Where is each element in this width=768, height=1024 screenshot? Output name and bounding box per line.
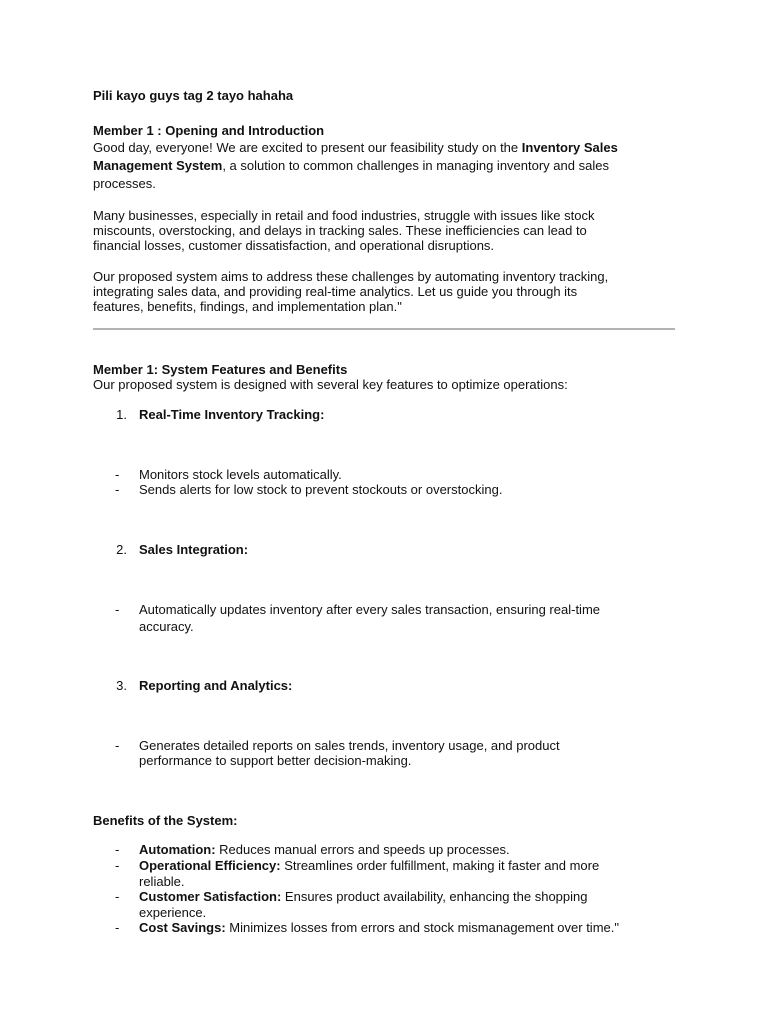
benefit-label: Operational Efficiency:	[139, 858, 281, 873]
benefit-text	[139, 920, 619, 936]
benefits-heading: Benefits of the System:	[93, 813, 238, 828]
section1-heading: Member 1 : Opening and Introduction	[93, 123, 325, 138]
p1-text-d: , a solution to common challenges in managing inventory and sales	[222, 158, 609, 173]
feature-title: Real-Time Inventory Tracking:	[139, 407, 325, 422]
p1-bold-b: Inventory Sales	[521, 140, 618, 155]
benefit-desc: Streamlines order fulfillment, making it faster and more	[280, 858, 600, 873]
section1-p1-line3: processes.	[93, 176, 156, 191]
bullet-dash: -	[115, 467, 120, 482]
feature-title: Reporting and Analytics:	[139, 678, 293, 693]
p1-bold-c: Management System	[93, 158, 223, 173]
benefit-text	[139, 858, 599, 874]
section1-p3-line3: features, benefits, findings, and implementation plan."	[93, 299, 402, 314]
benefit-desc: Ensures product availability, enhancing the shopping	[281, 889, 588, 904]
intro-note: Pili kayo guys tag 2 tayo hahaha	[93, 88, 294, 103]
bullet-dash: -	[115, 602, 120, 617]
bullet-dash: -	[115, 738, 120, 753]
bullet-dash: -	[115, 842, 120, 857]
p1-text-a: Good day, everyone! We are excited to present our feasibility study on the	[93, 140, 522, 155]
feature-title: Sales Integration:	[139, 542, 249, 557]
section2-heading: Member 1: System Features and Benefits	[93, 362, 348, 377]
bullet-text: Generates detailed reports on sales trends, inventory usage, and product	[139, 738, 560, 753]
benefit-label: Automation:	[139, 842, 216, 857]
section1-p1-line1	[93, 140, 618, 156]
benefit-desc-cont: reliable.	[139, 874, 185, 889]
feature-number: 1.	[116, 407, 127, 422]
benefit-text	[139, 842, 510, 858]
benefit-label: Cost Savings:	[139, 920, 226, 935]
horizontal-divider	[93, 328, 675, 330]
benefit-text	[139, 889, 588, 905]
benefit-desc: Minimizes losses from errors and stock mismanagement over time."	[225, 920, 619, 935]
bullet-text: Monitors stock levels automatically.	[139, 467, 342, 482]
bullet-dash: -	[115, 482, 120, 497]
section1-p1-line2	[93, 158, 609, 174]
section1-p3-line2: integrating sales data, and providing real-time analytics. Let us guide you through its	[93, 284, 578, 299]
benefit-desc-cont: experience.	[139, 905, 207, 920]
section1-p2-line2: miscounts, overstocking, and delays in tracking sales. These inefficiencies can lead to	[93, 223, 587, 238]
section1-p3-line1: Our proposed system aims to address these challenges by automating inventory tracking,	[93, 269, 609, 284]
bullet-text: Automatically updates inventory after every sales transaction, ensuring real-time	[139, 602, 600, 617]
section1-p2-line1: Many businesses, especially in retail and food industries, struggle with issues like stock	[93, 208, 595, 223]
bullet-text-cont: performance to support better decision-making.	[139, 753, 412, 768]
section1-p2-line3: financial losses, customer dissatisfaction, and operational disruptions.	[93, 238, 495, 253]
benefit-label: Customer Satisfaction:	[139, 889, 282, 904]
bullet-dash: -	[115, 889, 120, 904]
bullet-dash: -	[115, 858, 120, 873]
benefit-desc: Reduces manual errors and speeds up processes.	[215, 842, 510, 857]
feature-number: 2.	[116, 542, 127, 557]
bullet-text-cont: accuracy.	[139, 619, 194, 634]
bullet-text: Sends alerts for low stock to prevent stockouts or overstocking.	[139, 482, 503, 497]
section2-lead: Our proposed system is designed with several key features to optimize operations:	[93, 377, 568, 392]
feature-number: 3.	[116, 678, 127, 693]
bullet-dash: -	[115, 920, 120, 935]
